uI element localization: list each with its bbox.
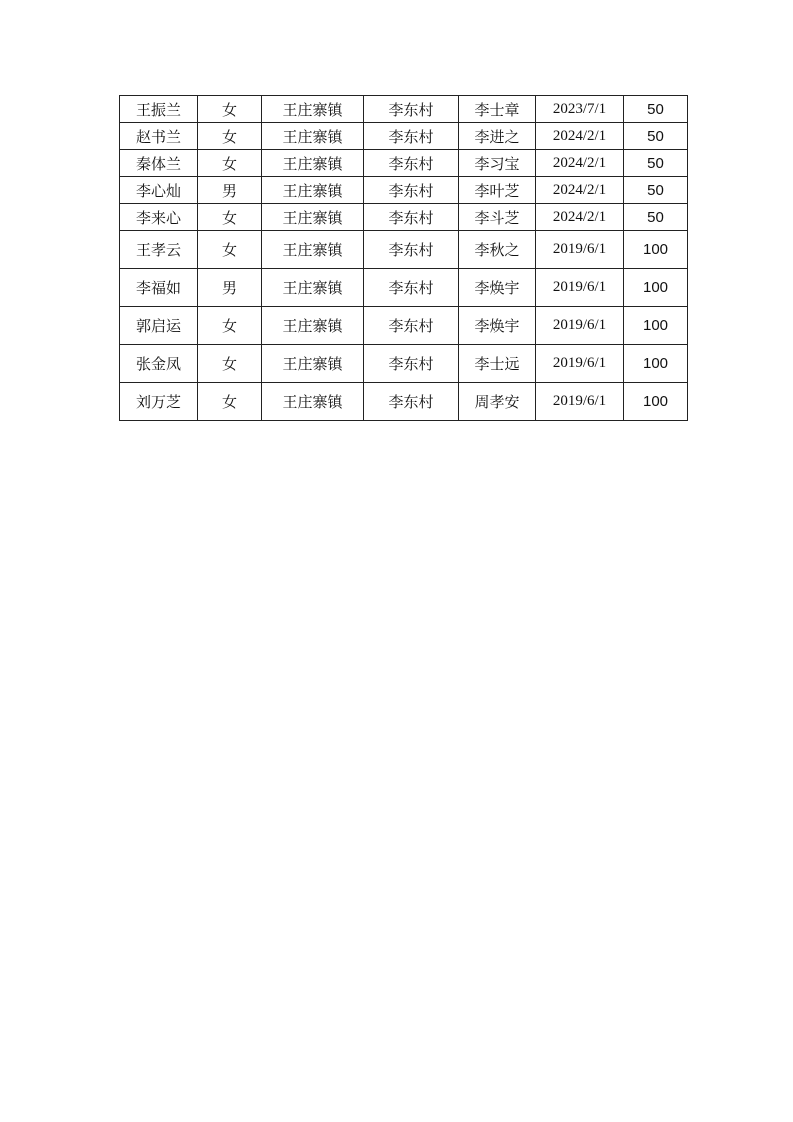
town-cell: 王庄寨镇: [262, 96, 364, 123]
contact-cell: 周孝安: [459, 383, 536, 421]
contact-cell: 李斗芝: [459, 204, 536, 231]
village-cell: 李东村: [364, 269, 459, 307]
amount-cell: 100: [624, 307, 688, 345]
date-cell: 2019/6/1: [536, 383, 624, 421]
table-row: [120, 269, 688, 307]
name-cell: 王孝云: [120, 231, 198, 269]
name-cell: 李心灿: [120, 177, 198, 204]
roster-table-body: [120, 96, 688, 421]
village-cell: 李东村: [364, 204, 459, 231]
table-row: [120, 307, 688, 345]
date-cell: 2019/6/1: [536, 345, 624, 383]
name-cell: 秦体兰: [120, 150, 198, 177]
date-cell: 2019/6/1: [536, 269, 624, 307]
town-cell: 王庄寨镇: [262, 383, 364, 421]
village-cell: 李东村: [364, 150, 459, 177]
amount-cell: 50: [624, 123, 688, 150]
town-cell: 王庄寨镇: [262, 204, 364, 231]
table-row: [120, 231, 688, 269]
town-cell: 王庄寨镇: [262, 150, 364, 177]
date-cell: 2024/2/1: [536, 123, 624, 150]
contact-cell: 李秋之: [459, 231, 536, 269]
date-cell: 2019/6/1: [536, 231, 624, 269]
date-cell: 2023/7/1: [536, 96, 624, 123]
amount-cell: 50: [624, 177, 688, 204]
table-row: [120, 345, 688, 383]
village-cell: 李东村: [364, 231, 459, 269]
name-cell: 刘万芝: [120, 383, 198, 421]
village-cell: 李东村: [364, 177, 459, 204]
gender-cell: 男: [198, 177, 262, 204]
town-cell: 王庄寨镇: [262, 177, 364, 204]
amount-cell: 50: [624, 150, 688, 177]
name-cell: 郭启运: [120, 307, 198, 345]
gender-cell: 女: [198, 231, 262, 269]
table-row: [120, 150, 688, 177]
contact-cell: 李焕宇: [459, 307, 536, 345]
amount-cell: 100: [624, 269, 688, 307]
table-row: [120, 123, 688, 150]
amount-cell: 50: [624, 204, 688, 231]
amount-cell: 50: [624, 96, 688, 123]
table-row: [120, 204, 688, 231]
gender-cell: 女: [198, 307, 262, 345]
village-cell: 李东村: [364, 383, 459, 421]
name-cell: 张金凤: [120, 345, 198, 383]
village-cell: 李东村: [364, 123, 459, 150]
contact-cell: 李习宝: [459, 150, 536, 177]
town-cell: 王庄寨镇: [262, 123, 364, 150]
gender-cell: 女: [198, 123, 262, 150]
amount-cell: 100: [624, 231, 688, 269]
village-cell: 李东村: [364, 307, 459, 345]
contact-cell: 李焕宇: [459, 269, 536, 307]
gender-cell: 女: [198, 204, 262, 231]
table-row: [120, 383, 688, 421]
name-cell: 赵书兰: [120, 123, 198, 150]
name-cell: 王振兰: [120, 96, 198, 123]
gender-cell: 男: [198, 269, 262, 307]
contact-cell: 李叶芝: [459, 177, 536, 204]
table-row: [120, 96, 688, 123]
gender-cell: 女: [198, 345, 262, 383]
town-cell: 王庄寨镇: [262, 269, 364, 307]
contact-cell: 李士章: [459, 96, 536, 123]
town-cell: 王庄寨镇: [262, 231, 364, 269]
date-cell: 2024/2/1: [536, 177, 624, 204]
contact-cell: 李进之: [459, 123, 536, 150]
date-cell: 2019/6/1: [536, 307, 624, 345]
gender-cell: 女: [198, 96, 262, 123]
village-cell: 李东村: [364, 345, 459, 383]
amount-cell: 100: [624, 345, 688, 383]
name-cell: 李福如: [120, 269, 198, 307]
table-row: [120, 177, 688, 204]
town-cell: 王庄寨镇: [262, 307, 364, 345]
date-cell: 2024/2/1: [536, 150, 624, 177]
gender-cell: 女: [198, 150, 262, 177]
village-cell: 李东村: [364, 96, 459, 123]
name-cell: 李来心: [120, 204, 198, 231]
contact-cell: 李士远: [459, 345, 536, 383]
roster-table: [119, 95, 688, 421]
amount-cell: 100: [624, 383, 688, 421]
town-cell: 王庄寨镇: [262, 345, 364, 383]
date-cell: 2024/2/1: [536, 204, 624, 231]
gender-cell: 女: [198, 383, 262, 421]
